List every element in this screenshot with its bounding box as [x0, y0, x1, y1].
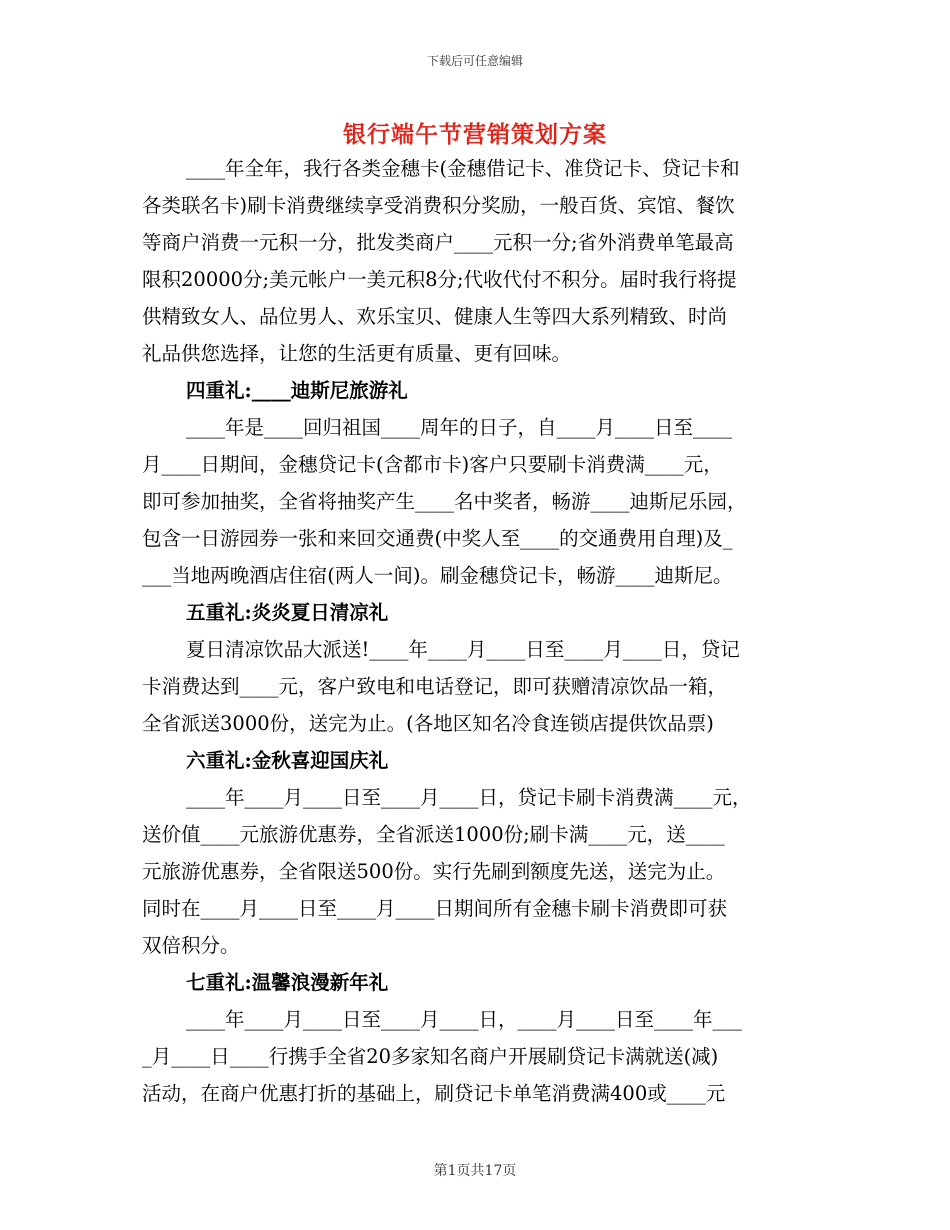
section-heading: 四重礼:____迪斯尼旅游礼 — [186, 379, 408, 402]
paragraph-line: 月____日期间，金穗贷记卡(含都市卡)客户只要刷卡消费满____元， — [142, 453, 723, 476]
section-heading: 六重礼:金秋喜迎国庆礼 — [186, 749, 389, 772]
paragraph-line: 夏日清凉饮品大派送!____年____月____日至____月____日，贷记 — [186, 638, 740, 661]
paragraph-line: 全省派送3000份，送完为止。(各地区知名冷食连锁店提供饮品票) — [142, 712, 714, 735]
paragraph-line: 活动，在商户优惠打折的基础上，刷贷记卡单笔消费满400或____元 — [142, 1082, 726, 1105]
paragraph-line: 包含一日游园券一张和来回交通费(中奖人至____的交通费用自理)及_ — [142, 527, 733, 550]
paragraph-line: 各类联名卡)刷卡消费继续享受消费积分奖励，一般百货、宾馆、餐饮 — [142, 194, 735, 217]
paragraph-line: 即可参加抽奖，全省将抽奖产生____名中奖者，畅游____迪斯尼乐园， — [142, 490, 747, 513]
paragraph-line: 供精致女人、品位男人、欢乐宝贝、健康人生等四大系列精致、时尚 — [142, 305, 728, 328]
paragraph-line: 礼品供您选择，让您的生活更有质量、更有回味。 — [142, 342, 572, 365]
header-note: 下载后可任意编辑 — [426, 54, 523, 68]
document-title: 银行端午节营销策划方案 — [343, 121, 607, 148]
page-footer: 第1页共17页 — [433, 1163, 517, 1179]
paragraph-line: 等商户消费一元积一分，批发类商户____元积一分;省外消费单笔最高 — [142, 231, 734, 254]
paragraph-line: 元旅游优惠券，全省限送500份。实行先刷到额度先送，送完为止。 — [142, 860, 726, 883]
paragraph-line: ____年是____回归祖国____周年的日子，自____月____日至____ — [186, 416, 733, 439]
paragraph-line: 送价值____元旅游优惠券，全省派送1000份;刷卡满____元，送____ — [142, 823, 725, 846]
paragraph-line: 双倍积分。 — [142, 934, 240, 957]
paragraph-line: _月____日____行携手全省20多家知名商户开展刷贷记卡满就送(减) — [142, 1045, 719, 1068]
paragraph-line: ___当地两晚酒店住宿(两人一间)。刷金穗贷记卡，畅游____迪斯尼。 — [142, 564, 733, 587]
document-body — [142, 150, 814, 1112]
paragraph-line: 同时在____月____日至____月____日期间所有金穗卡刷卡消费即可获 — [142, 897, 728, 920]
paragraph-line: ____年全年，我行各类金穗卡(金穗借记卡、准贷记卡、贷记卡和 — [186, 157, 740, 180]
paragraph-line: 卡消费达到____元，客户致电和电话登记，即可获赠清凉饮品一箱， — [142, 675, 728, 698]
paragraph-line: ____年____月____日至____月____日，贷记卡刷卡消费满____元， — [186, 786, 752, 809]
section-heading: 七重礼:温馨浪漫新年礼 — [186, 971, 389, 994]
paragraph-line: 限积20000分;美元帐户一美元积8分;代收代付不积分。届时我行将提 — [142, 268, 737, 291]
paragraph-line: ____年____月____日至____月____日，____月____日至____年___ — [186, 1008, 742, 1031]
section-heading: 五重礼:炎炎夏日清凉礼 — [186, 601, 389, 624]
